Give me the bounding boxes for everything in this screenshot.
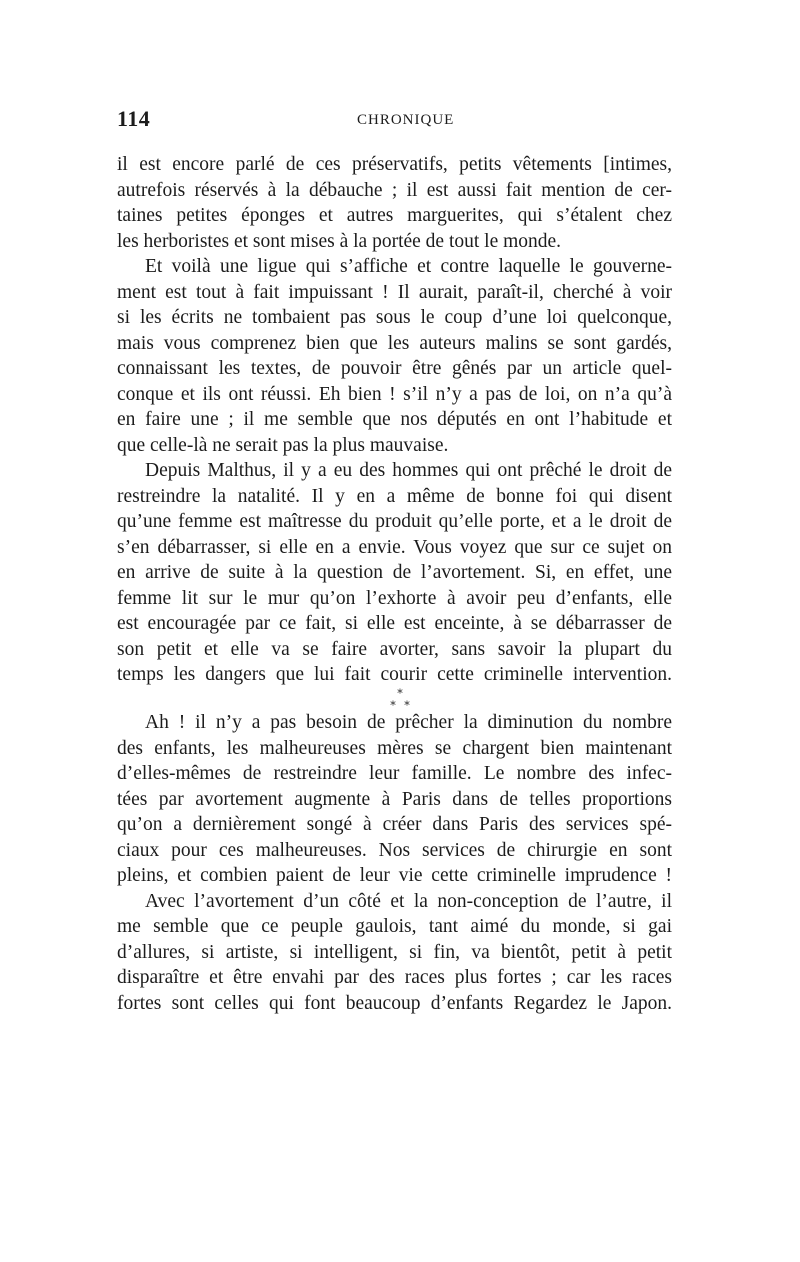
text-line: d’elles-mêmes de restreindre leur famille. Le nombre des infec- [117,763,672,784]
text-line: qu’on a dernièrement songé à créer dans Paris des services spé- [117,814,672,835]
paragraph [117,710,672,889]
svg-text:*: * [397,687,403,700]
text-line: mais vous comprenez bien que les auteurs malins se sont gardés, [117,332,672,354]
text-line: restreindre la natalité. Il y en a même de bonne foi qui disent [117,485,672,507]
text-line: d’allures, si artiste, si intelligent, si fin, va bientôt, petit à petit [117,941,672,963]
text-line: Avec l’avortement d’un côté et la non-conception de l’autre, il [145,890,672,912]
text-line: que celle-là ne serait pas la plus mauvaise. [117,434,449,456]
text-line: disparaître et être envahi par des races plus fortes ; car les races [117,967,672,988]
text-line: connaissant les textes, de pouvoir être gênés par un article quel- [117,358,672,379]
text-line: temps les dangers que lui fait courir cette criminelle intervention. [117,664,672,685]
text-line: son petit et elle va se faire avorter, sans savoir la plupart du [117,638,672,660]
text-line: conque et ils ont réussi. Eh bien ! s’il n’y a pas de loi, on n’a qu’à [117,383,672,405]
text-line: Depuis Malthus, il y a eu des hommes qui ont prêché le droit de [145,460,672,481]
text-line: en arrive de suite à la question de l’avortement. Si, en effet, une [117,562,672,583]
text-line: pleins, et combien paient de leur vie cette criminelle imprudence ! [117,865,672,886]
svg-text:*: * [390,699,396,712]
running-head-title: CHRONIQUE [357,112,455,128]
text-line: il est encore parlé de ces préservatifs, petits vêtements [intimes, [117,154,672,175]
text-line: qu’une femme est maîtresse du produit qu’elle porte, et a le droit de [117,511,672,532]
text-line: si les écrits ne tombaient pas sous le coup d’une loi quelconque, [117,307,672,328]
paragraph [117,152,672,254]
paragraph [117,254,672,458]
text-line: s’en débarrasser, si elle en a envie. Vous voyez que sur ce sujet on [117,536,672,558]
paragraph [117,889,672,1017]
text-line: ciaux pour ces malheureuses. Nos services de chirurgie en sont [117,839,672,861]
text-block-bottom [117,710,672,1016]
text-line: autrefois réservés à la débauche ; il est aussi fait mention de cer- [117,179,672,201]
text-line: femme lit sur le mur qu’on l’exhorte à avoir peu d’enfants, elle [117,587,672,609]
text-block-top [117,152,672,688]
svg-text:*: * [404,699,410,712]
text-line: les herboristes et sont mises à la portée de tout le monde. [117,230,562,252]
text-line: fortes sont celles qui font beaucoup d’enfants Regardez le Japon. [117,992,672,1014]
running-head [117,106,672,140]
paragraph [117,458,672,688]
text-line: en faire une ; il me semble que nos députés en ont l’habitude et [117,409,672,430]
page-number: 114 [117,106,151,131]
text-line: Ah ! il n’y a pas besoin de prêcher la diminution du nombre [145,712,672,733]
text-line: me semble que ce peuple gaulois, tant aimé du monde, si gai [117,916,672,937]
text-line: ment est tout à fait impuissant ! Il aurait, paraît-il, cherché à voir [117,281,672,303]
text-line: tées par avortement augmente à Paris dans de telles proportions [117,788,672,810]
text-line: Et voilà une ligue qui s’affiche et contre laquelle le gouverne- [145,256,672,277]
text-line: taines petites éponges et autres marguerites, qui s’étalent chez [117,205,672,226]
text-line: des enfants, les malheureuses mères se chargent bien maintenant [117,737,672,759]
text-line: est encouragée par ce fait, si elle est enceinte, à se débarrasser de [117,613,672,634]
